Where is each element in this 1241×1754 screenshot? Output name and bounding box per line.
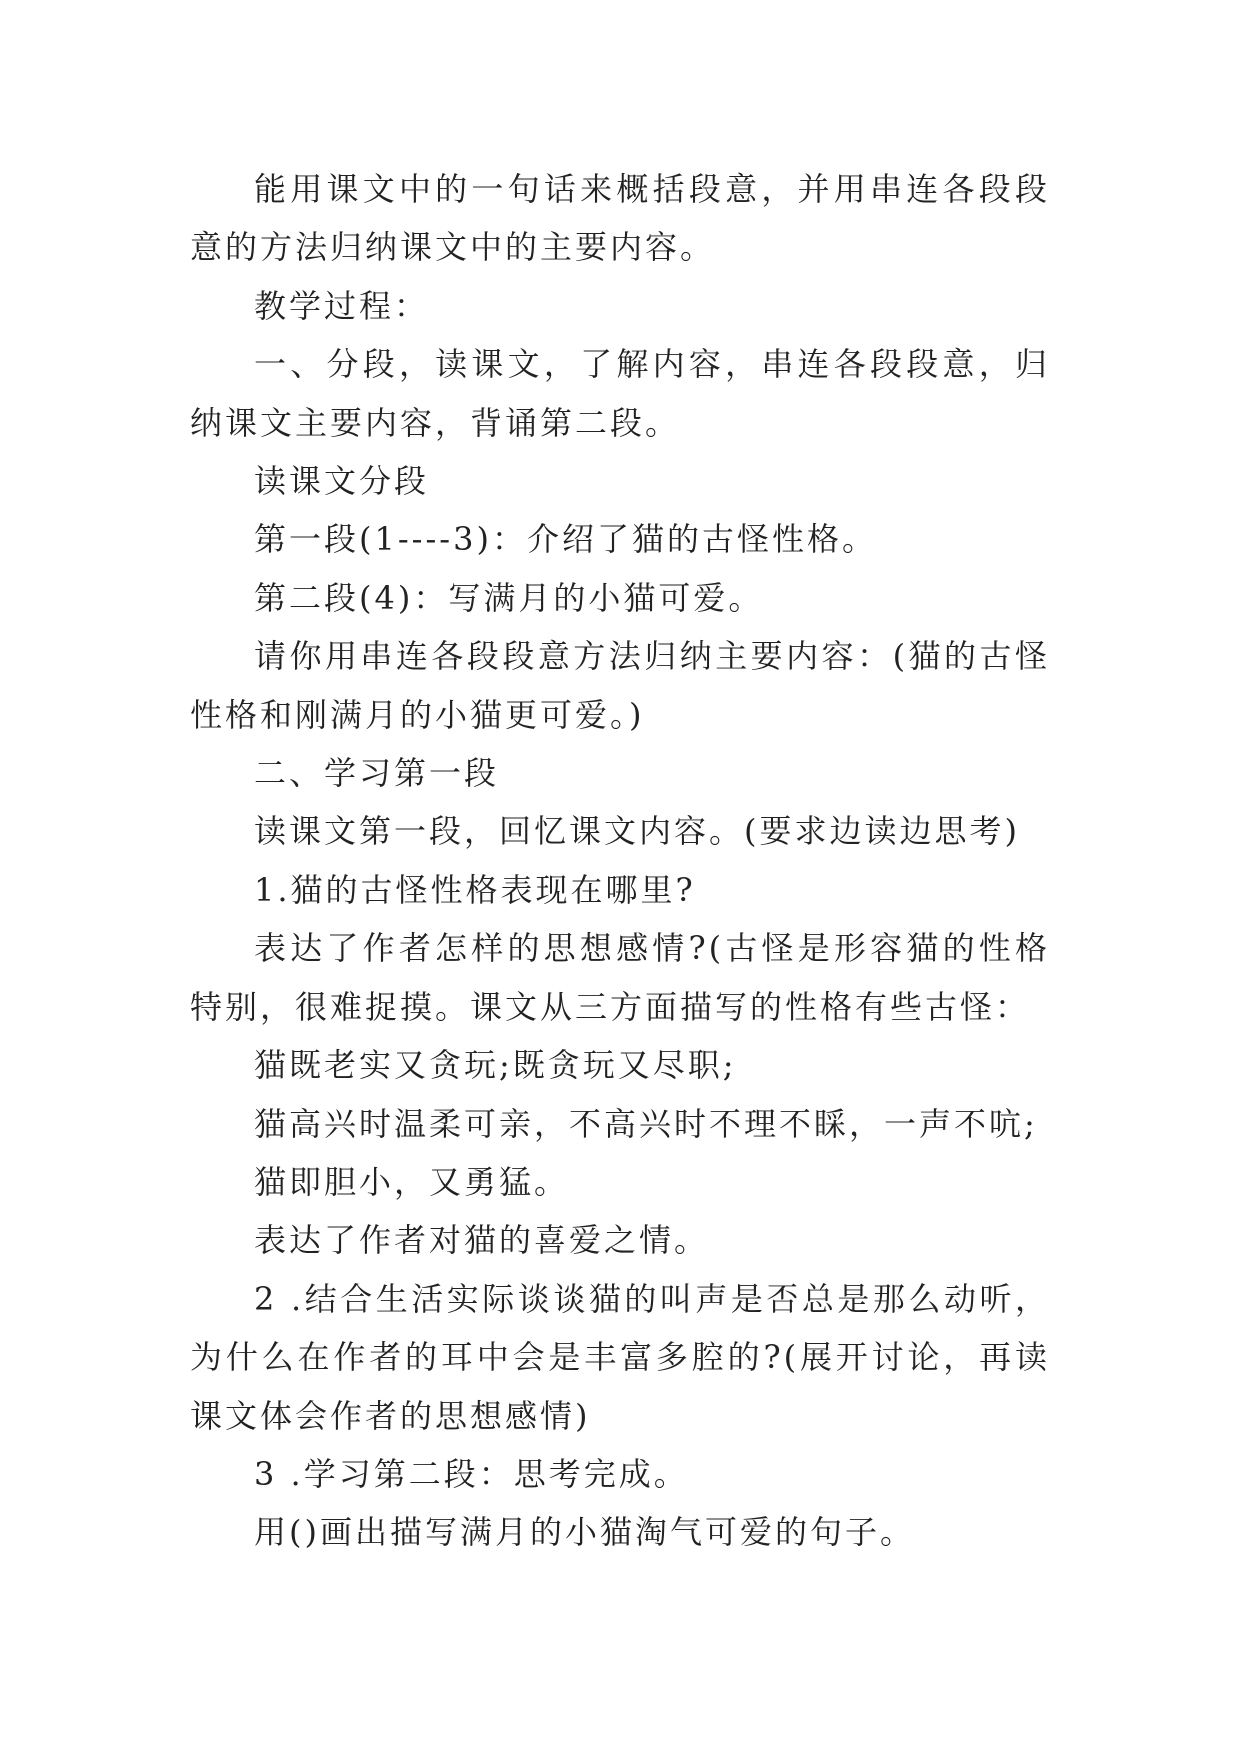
paragraph: 猫即胆小，又勇猛。 [254, 1162, 570, 1201]
paragraph: 1.猫的古怪性格表现在哪里? [254, 870, 696, 909]
paragraph: 表达了作者怎样的思想感情?(古怪是形容猫的性格特别，很难捉摸。课文从三方面描写的性格有些古怪： [190, 929, 1050, 1026]
paragraph: 能用课文中的一句话来概括段意，并用串连各段段意的方法归纳课文中的主要内容。 [190, 170, 1050, 267]
paragraph: 用()画出描写满月的小猫淘气可爱的句子。 [254, 1513, 915, 1552]
paragraph: 第二段(4)：写满月的小猫可爱。 [254, 578, 764, 617]
paragraph: 第一段(1----3)：介绍了猫的古怪性格。 [254, 520, 877, 559]
document-body [190, 160, 1050, 1562]
paragraph: 读课文第一段，回忆课文内容。(要求边读边思考) [254, 812, 1020, 851]
paragraph: 2 .结合生活实际谈谈猫的叫声是否总是那么动听，为什么在作者的耳中会是丰富多腔的?(展开讨论，再读课文体会作者的思想感情) [190, 1279, 1050, 1435]
paragraph: 猫高兴时温柔可亲，不高兴时不理不睬，一声不吭; [254, 1104, 1038, 1143]
paragraph: 猫既老实又贪玩;既贪玩又尽职; [254, 1046, 737, 1085]
paragraph: 二、学习第一段 [254, 754, 500, 793]
paragraph: 请你用串连各段段意方法归纳主要内容：(猫的古怪性格和刚满月的小猫更可爱。) [190, 637, 1050, 734]
paragraph: 教学过程： [254, 286, 430, 325]
paragraph: 一、分段，读课文，了解内容，串连各段段意，归纳课文主要内容，背诵第二段。 [190, 345, 1050, 442]
paragraph: 读课文分段 [254, 462, 430, 501]
paragraph: 3 .学习第二段：思考完成。 [254, 1454, 689, 1493]
paragraph: 表达了作者对猫的喜爱之情。 [254, 1221, 710, 1260]
